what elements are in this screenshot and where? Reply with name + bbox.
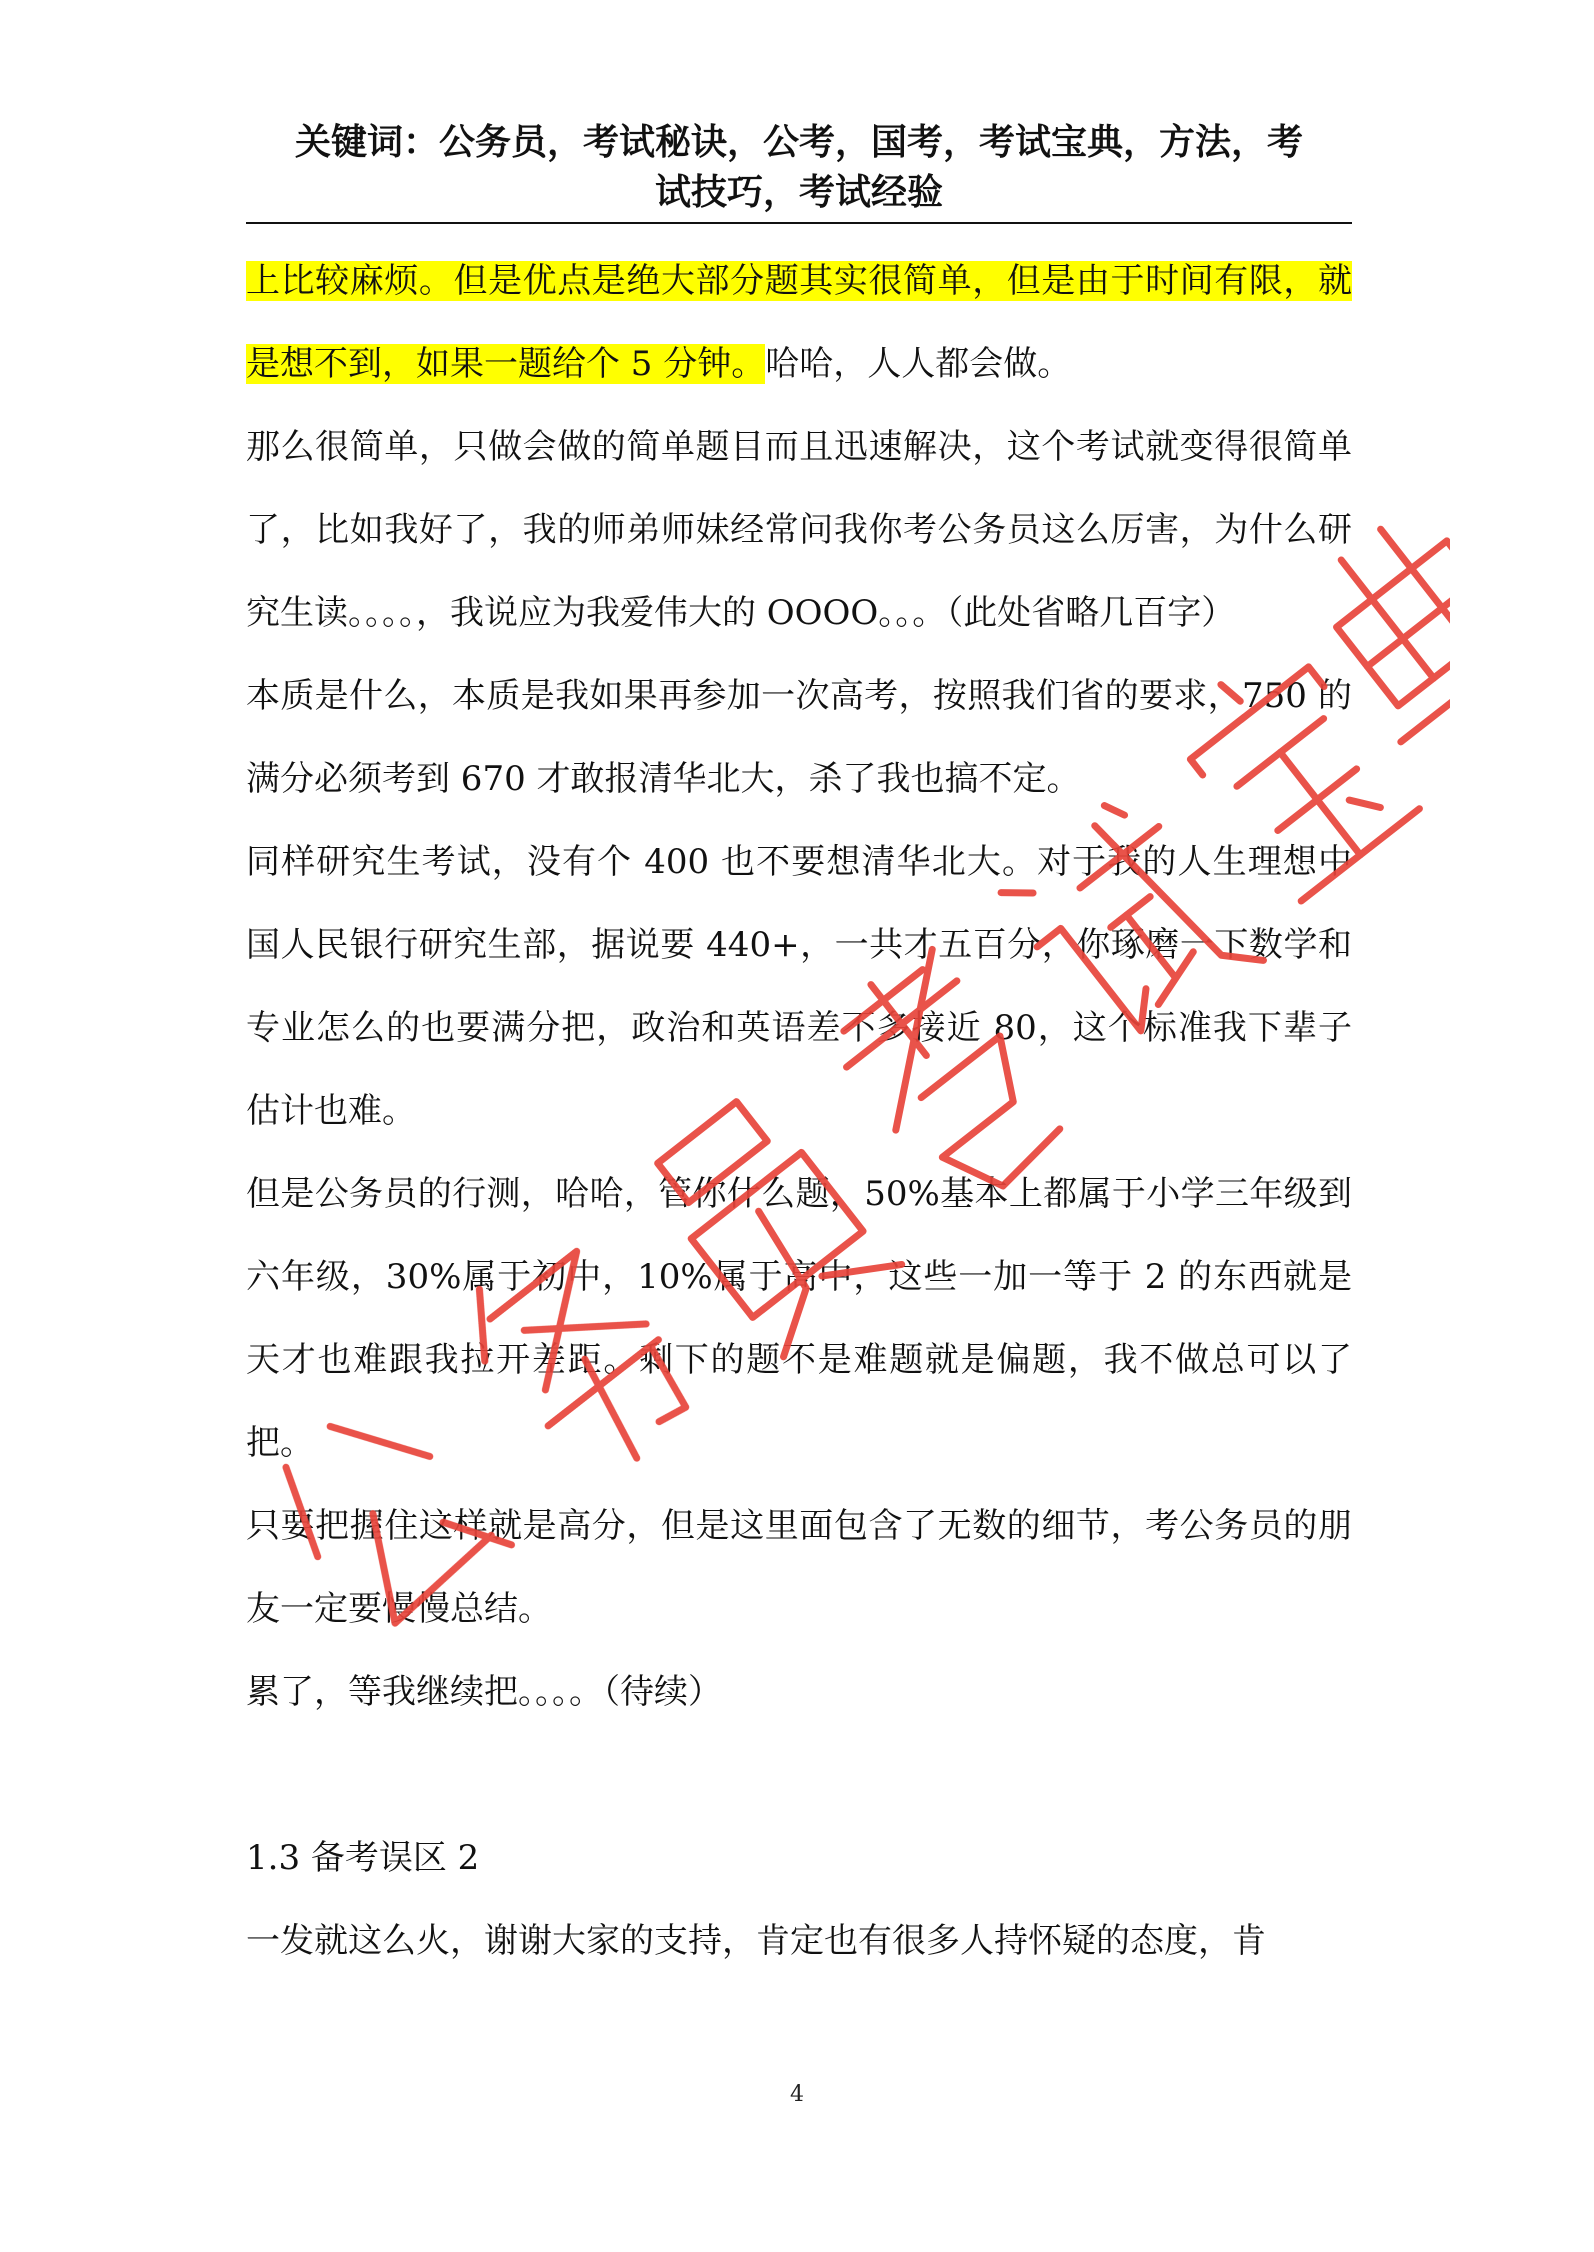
section-spacer: [246, 1734, 1352, 1817]
paragraph-1: [246, 240, 1352, 406]
paragraph-7: 累了，等我继续把。。。。（待续）: [246, 1672, 722, 1712]
paragraph-1-rest: 哈哈，人人都会做。: [765, 344, 1072, 384]
paragraph-6: 只要把握住这样就是高分，但是这里面包含了无数的细节，考公务员的朋友一定要慢慢总结。: [246, 1506, 1352, 1629]
paragraph-3: 本质是什么，本质是我如果再参加一次高考，按照我们省的要求，750 的满分必须考到 670 才敢报清华北大，杀了我也搞不定。: [246, 676, 1352, 799]
paragraph-4: 同样研究生考试，没有个 400 也不要想清华北大。对于我的人生理想中国人民银行研究生部，据说要 440+，一共才五百分，你琢磨一下数学和专业怎么的也要满分把，政治和英语差不多接近 80，这个标准我下辈子估计也难。: [246, 842, 1352, 1131]
paragraph-5: 但是公务员的行测，哈哈，管你什么题，50%基本上都属于小学三年级到六年级，30%属于初中，10%属于高中，这些一加一等于 2 的东西就是天才也难跟我拉开差距。剩下的题不是难题就是偏题，我不做总可以了把。: [246, 1174, 1352, 1463]
highlighted-text: 上比较麻烦。但是优点是绝大部分题其实很简单，但是由于时间有限，就是想不到，如果一题给个 5 分钟。: [246, 261, 1352, 384]
keywords-header: [246, 118, 1352, 218]
paragraph-8: 一发就这么火，谢谢大家的支持，肯定也有很多人持怀疑的态度，肯: [246, 1921, 1266, 1961]
section-heading: 1.3 备考误区 2: [246, 1838, 480, 1878]
keywords-line-1: 关键词：公务员，考试秘诀，公考，国考，考试宝典，方法，考: [294, 122, 1303, 163]
header-divider: [246, 222, 1352, 224]
page-number: 4: [790, 2082, 804, 2107]
document-body: [246, 240, 1352, 1983]
keywords-line-2: 试技巧，考试经验: [654, 172, 943, 213]
paragraph-2: 那么很简单，只做会做的简单题目而且迅速解决，这个考试就变得很简单了，比如我好了，我的师弟师妹经常问我你考公务员这么厉害，为什么研究生读。。。。，我说应为我爱伟大的 OOOO。。。（此处省略几百字）: [246, 427, 1352, 633]
